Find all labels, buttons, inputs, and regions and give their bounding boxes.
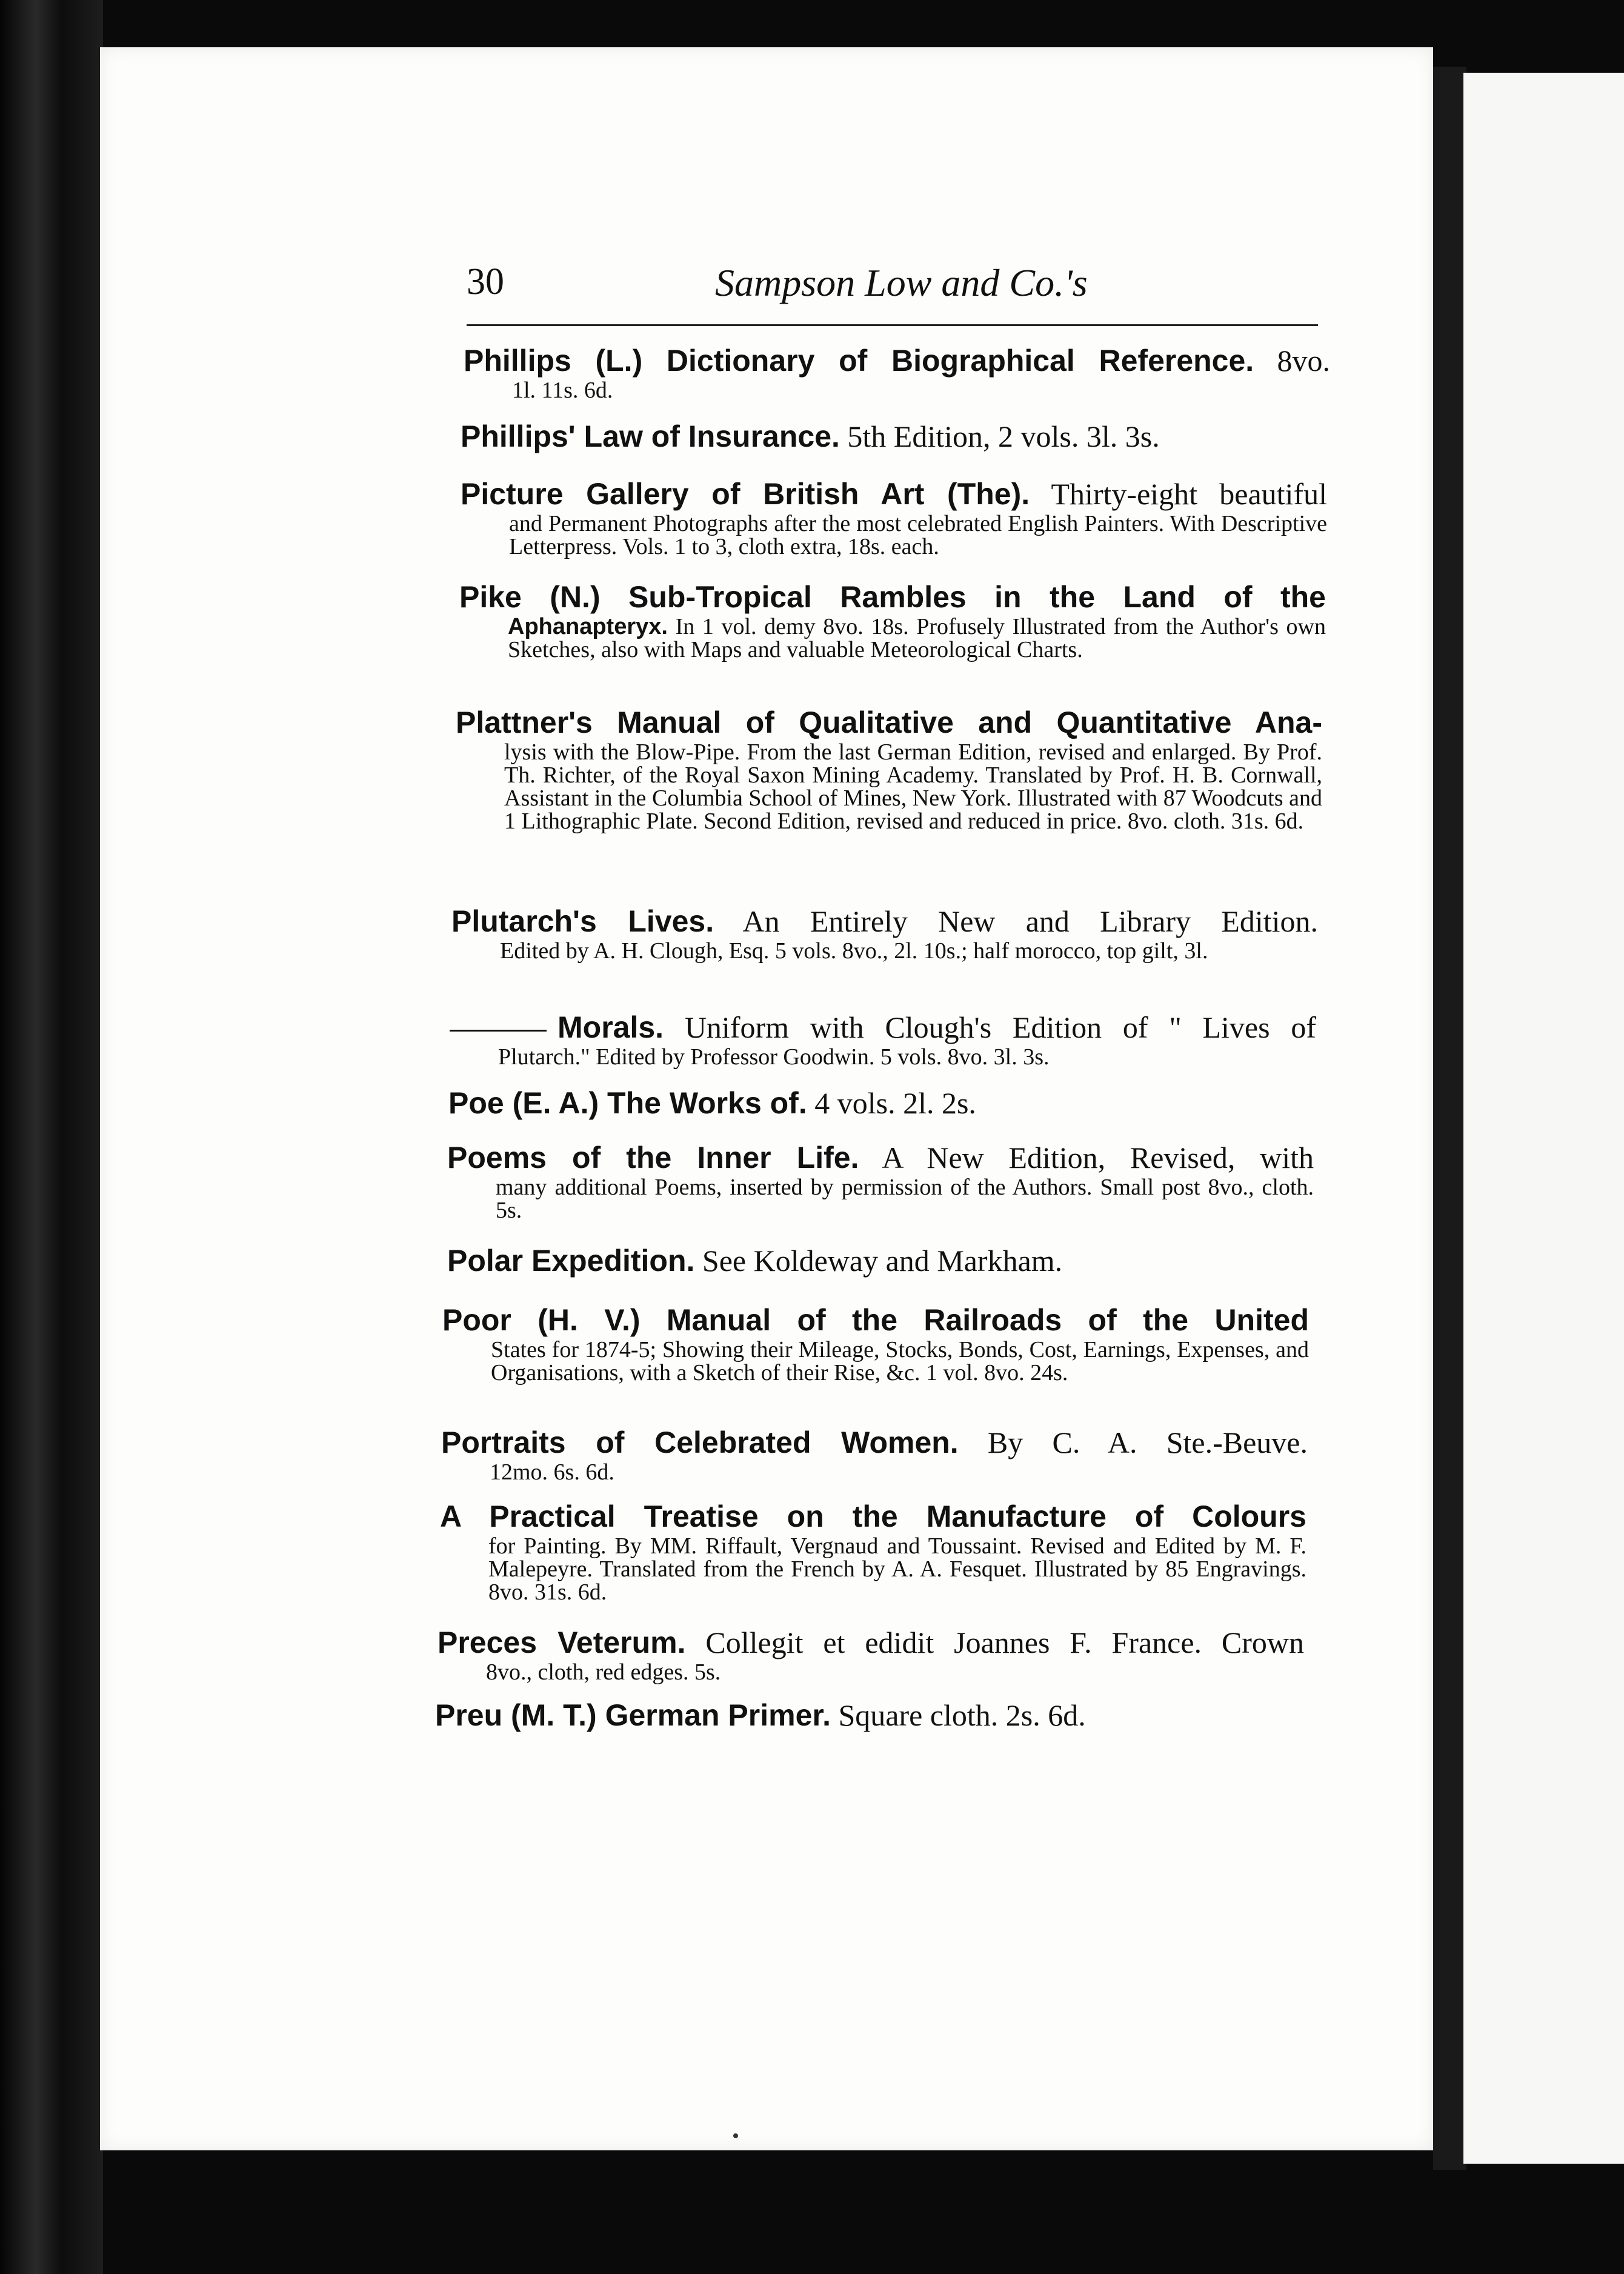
entry-body: 1l. 11s. 6d. (512, 378, 613, 403)
entry-detail: An Entirely New and Library Edition. (714, 904, 1318, 938)
ditto-dash (450, 1030, 547, 1032)
page-number: 30 (467, 261, 504, 302)
entry-detail: Uniform with Clough's Edition of " Lives of (664, 1010, 1316, 1044)
entry-body: Plutarch." Edited by Professor Goodwin. 5 vols. 8vo. 3l. 3s. (498, 1044, 1050, 1070)
entry-body: lysis with the Blow-Pipe. From the last German Edition, revised and enlarged. By Prof. Th. Richter, of the Royal Saxon Mining Academy. Translated by Prof. H. B. Cornwall, Assistant in the Columbia School of Mines, New York. Illustrated with 87 Woodcuts and 1 Lithographic Plate. Second Edition, revised and reduced in price. 8vo. cloth. 31s. 6d. (504, 739, 1322, 834)
entry-title: Poor (H. V.) Manual of the Railroads of the United (442, 1303, 1309, 1337)
catalogue-entry (451, 903, 1318, 962)
entry-body: for Painting. By MM. Riffault, Vergnaud and Toussaint. Revised and Edited by M. F. Malepeyre. Translated from the French by A. A. Fesquet. Illustrated by 85 Engravings. 8vo. 31s. 6d. (488, 1533, 1306, 1605)
catalogue-entry (450, 1009, 1316, 1069)
entry-detail: Square cloth. 2s. 6d. (830, 1698, 1086, 1732)
book-spine (0, 0, 103, 2274)
page-edge (1433, 67, 1466, 2170)
running-header (467, 258, 1318, 324)
entry-detail: See Koldeway and Markham. (694, 1244, 1063, 1278)
entry-detail: Thirty-eight beautiful (1030, 477, 1327, 511)
entry-title: A Practical Treatise on the Manufacture of Colours (440, 1499, 1306, 1533)
entry-body: and Permanent Photographs after the most celebrated English Painters. With Descriptive Letterpress. Vols. 1 to 3, cloth extra, 18s. each. (509, 511, 1327, 559)
entry-detail: By C. A. Ste.-Beuve. (958, 1425, 1308, 1459)
entry-title: Poems of the Inner Life. (447, 1141, 859, 1175)
catalogue-entry (459, 579, 1326, 661)
entry-title: Plutarch's Lives. (451, 904, 714, 938)
entry-title: Plattner's Manual of Qualitative and Quantitative Ana- (456, 705, 1322, 739)
catalogue-entry (441, 1424, 1308, 1484)
catalogue-entry (464, 342, 1330, 402)
catalogue-entry (440, 1498, 1306, 1604)
entry-detail: 8vo. (1254, 344, 1330, 378)
catalogue-entry (461, 476, 1327, 558)
entry-title: Phillips (L.) Dictionary of Biographical Reference. (464, 344, 1254, 378)
entry-body: In 1 vol. demy 8vo. 18s. Profusely Illustrated from the Author's own Sketches, also with Maps and valuable Meteorological Charts. (508, 614, 1326, 662)
catalogue-entry (442, 1302, 1309, 1384)
entry-title: Pike (N.) Sub-Tropical Rambles in the Land of the (459, 580, 1326, 614)
entry-detail: 4 vols. 2l. 2s. (807, 1086, 976, 1120)
entry-title: Picture Gallery of British Art (The). (461, 477, 1030, 511)
entry-detail: 5th Edition, 2 vols. 3l. 3s. (839, 419, 1160, 453)
entry-title: Portraits of Celebrated Women. (441, 1425, 959, 1459)
entry-title: Morals. (557, 1010, 664, 1044)
entry-title: Phillips' Law of Insurance. (461, 419, 840, 453)
entry-body: States for 1874-5; Showing their Mileage, Stocks, Bonds, Cost, Earnings, Expenses, and Organisations, with a Sketch of their Rise, &c. 1 vol. 8vo. 24s. (491, 1337, 1309, 1385)
catalogue-entry (456, 704, 1322, 833)
entry-title: Preces Veterum. (438, 1625, 686, 1659)
catalogue-entry (435, 1697, 1302, 1733)
entry-title: Polar Expedition. (447, 1244, 695, 1278)
facing-page (1463, 73, 1624, 2164)
entry-subtitle: Aphanapteryx. (508, 614, 668, 639)
entry-detail: Collegit et edidit Joannes F. France. Crown (685, 1625, 1305, 1659)
header-rule (467, 324, 1318, 326)
catalogue-entry (447, 1242, 1314, 1279)
entry-body: Edited by A. H. Clough, Esq. 5 vols. 8vo., 2l. 10s.; half morocco, top gilt, 3l. (500, 938, 1208, 964)
entry-body: 8vo., cloth, red edges. 5s. (486, 1659, 721, 1685)
entry-body: 12mo. 6s. 6d. (490, 1459, 614, 1485)
catalogue-entry (447, 1139, 1314, 1222)
entry-detail: A New Edition, Revised, with (859, 1141, 1314, 1175)
entry-title: Poe (E. A.) The Works of. (448, 1086, 807, 1120)
catalogue-entry (438, 1624, 1304, 1684)
entry-body: many additional Poems, inserted by permission of the Authors. Small post 8vo., cloth. 5s. (496, 1175, 1314, 1223)
catalogue-entry (448, 1085, 1315, 1121)
ink-speck (733, 2133, 738, 2138)
catalogue-entry (461, 418, 1327, 455)
running-title: Sampson Low and Co.'s (715, 261, 1088, 304)
entry-title: Preu (M. T.) German Primer. (435, 1698, 831, 1732)
